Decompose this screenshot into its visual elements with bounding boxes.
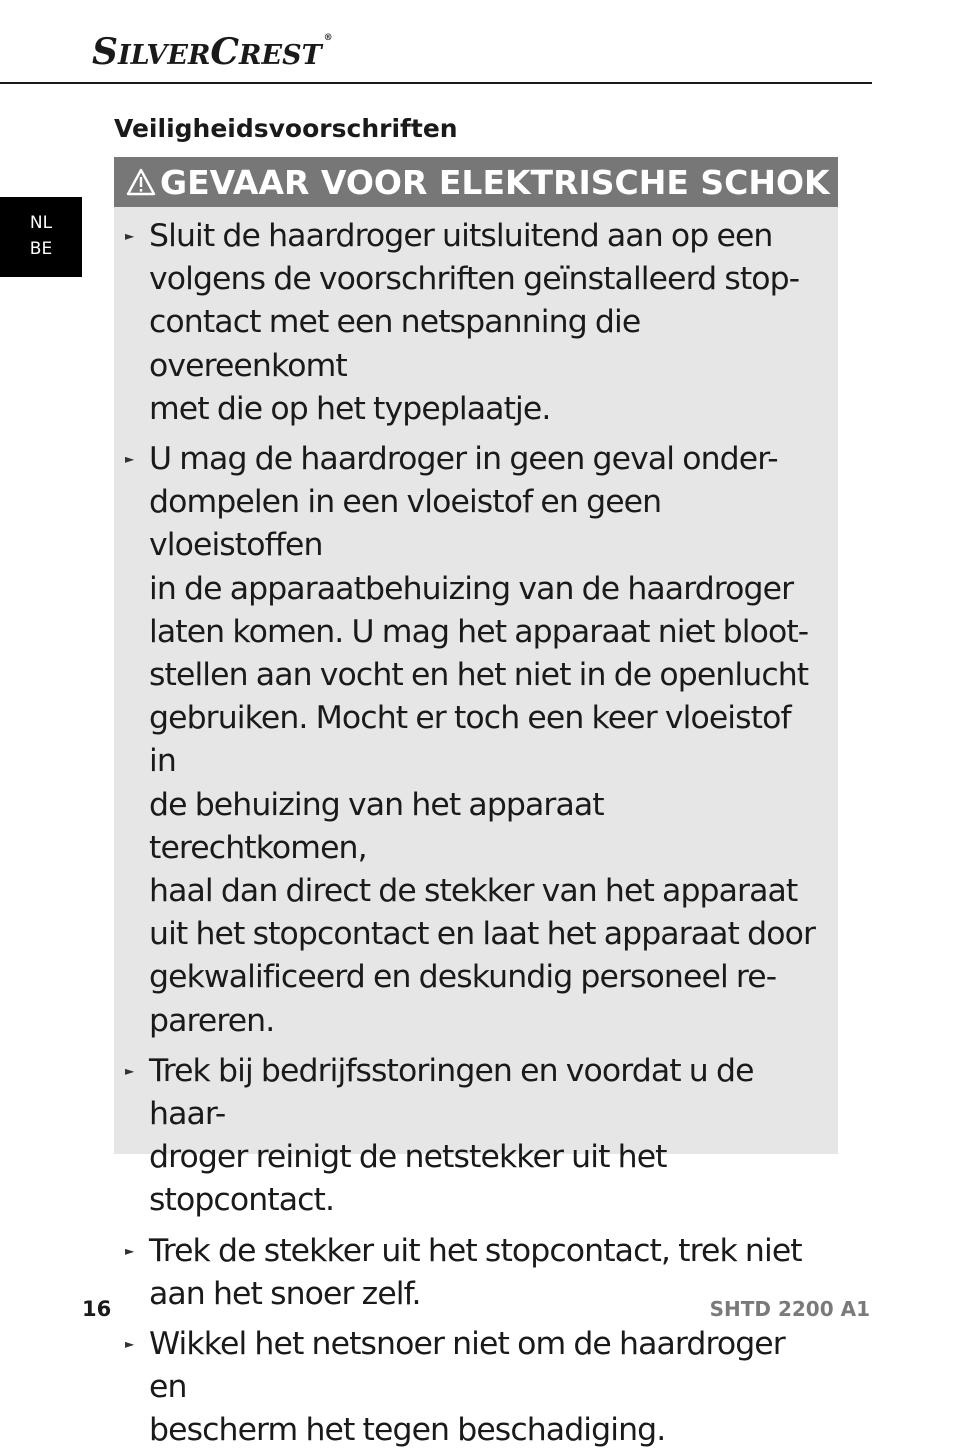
brand-text: REST xyxy=(239,40,322,71)
bullet-arrow-icon: ► xyxy=(125,1243,135,1258)
language-tab xyxy=(0,197,82,277)
list-item-text: Trek bij bedrijfsstoringen en voordat u de haar- droger reinigt de netstekker uit het stopcontact. xyxy=(149,1052,754,1219)
model-number: SHTD 2200 A1 xyxy=(709,1297,870,1321)
brand-letter: S xyxy=(92,31,118,73)
registered-mark: ® xyxy=(323,33,333,43)
list-item xyxy=(114,215,838,431)
warning-list xyxy=(114,207,838,1453)
list-item-text: Trek de stekker uit het stopcontact, trek niet aan het snoer zelf. xyxy=(149,1232,802,1312)
list-item xyxy=(114,1323,838,1453)
brand-letter: C xyxy=(210,31,240,73)
warning-title: GEVAAR VOOR ELEKTRISCHE SCHOK xyxy=(160,162,830,202)
list-item xyxy=(114,438,838,1043)
bullet-arrow-icon: ► xyxy=(125,1337,135,1352)
header-rule xyxy=(0,82,872,84)
brand-text: ILVER xyxy=(118,40,211,71)
warning-triangle-icon xyxy=(126,168,156,196)
warning-header xyxy=(114,157,838,207)
bullet-arrow-icon: ► xyxy=(125,1063,135,1078)
page-number: 16 xyxy=(82,1297,112,1321)
section-title: Veiligheidsvoorschriften xyxy=(114,114,458,143)
list-item-text: U mag de haardroger in geen geval onder- dompelen in een vloeistof en geen vloeistoffen in de apparaatbehuizing van de haardroger laten komen. U mag het apparaat niet bloot- stellen aan vocht en het niet in de openlucht gebruiken. Mocht er toch een keer vloeistof in de behuizing van het apparaat terechtkomen, haal dan direct de stekker van het apparaat uit het stopcontact en laat het apparaat door gekwalificeerd en deskundig personeel re- pareren. xyxy=(149,441,816,1039)
bullet-arrow-icon: ► xyxy=(125,229,135,243)
bullet-arrow-icon: ► xyxy=(125,452,135,467)
country-code: BE xyxy=(29,239,53,259)
list-item xyxy=(114,1050,838,1223)
brand-logo xyxy=(92,31,333,73)
list-item-text: Sluit de haardroger uitsluitend aan op een volgens de voorschriften geïnstalleerd stop- contact met een netspanning die overeenkomt met die op het typeplaatje. xyxy=(149,218,800,427)
language-code: NL xyxy=(29,213,53,233)
list-item-text: Wikkel het netsnoer niet om de haardroger en bescherm het tegen beschadiging. xyxy=(149,1326,785,1449)
